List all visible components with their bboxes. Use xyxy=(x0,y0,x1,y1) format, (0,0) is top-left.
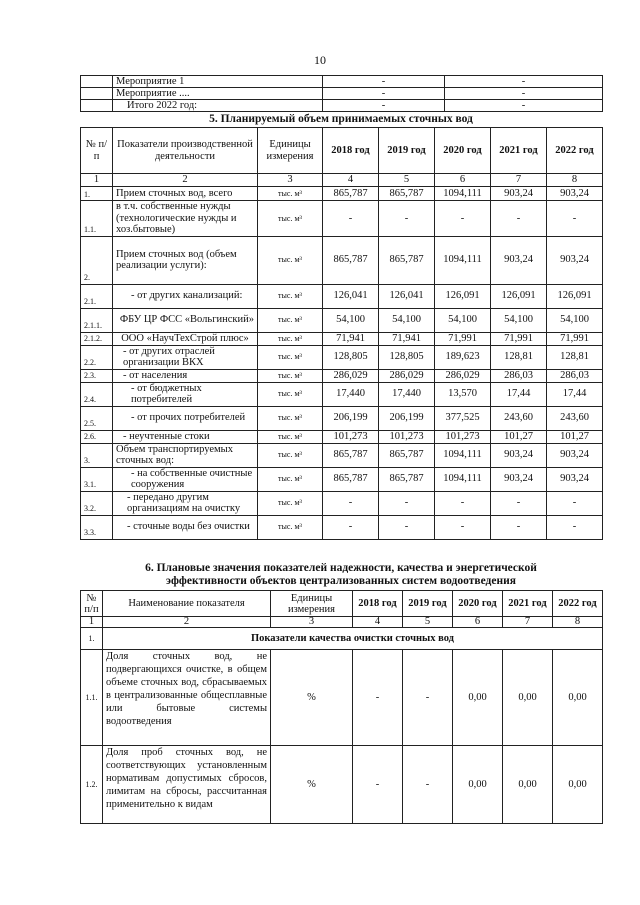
total-label: Итого 2022 год: xyxy=(113,100,323,112)
value-cell: 54,100 xyxy=(323,308,379,332)
group-num: 1. xyxy=(81,628,103,650)
cell: - xyxy=(323,76,445,88)
col-num: 2 xyxy=(103,617,271,628)
indicator-name: ФБУ ЦР ФСС «Вольгинский» xyxy=(113,308,258,332)
header-row xyxy=(81,128,603,174)
value-cell: - xyxy=(547,515,603,539)
row-number: 3.2. xyxy=(81,491,113,515)
value-cell: 71,941 xyxy=(379,332,435,345)
col-num: 8 xyxy=(553,617,603,628)
header-year: 2022 год xyxy=(553,591,603,617)
value-cell: 126,091 xyxy=(435,284,491,308)
table-row xyxy=(81,382,603,406)
value-cell: 71,941 xyxy=(323,332,379,345)
unit-cell: % xyxy=(271,746,353,824)
indicator-name: - передано другим организациям на очистку xyxy=(113,491,258,515)
cell: - xyxy=(445,76,603,88)
row-number: 2.2. xyxy=(81,345,113,369)
indicator-name: - от прочих потребителей xyxy=(113,406,258,430)
row-number: 3.1. xyxy=(81,467,113,491)
value-cell: 865,787 xyxy=(323,187,379,201)
indicator-name: в т.ч. собственные нужды (технологические нужды и хоз.бытовые) xyxy=(113,201,258,237)
value-cell: 54,100 xyxy=(547,308,603,332)
table-row xyxy=(81,443,603,467)
value-cell: 101,273 xyxy=(379,430,435,443)
unit-cell: тыс. м³ xyxy=(258,382,323,406)
col-num: 3 xyxy=(258,174,323,187)
col-num: 6 xyxy=(435,174,491,187)
value-cell: 128,81 xyxy=(491,345,547,369)
header-year: 2019 год xyxy=(379,128,435,174)
col-num: 8 xyxy=(547,174,603,187)
col-num: 3 xyxy=(271,617,353,628)
unit-cell: тыс. м³ xyxy=(258,443,323,467)
cell: - xyxy=(323,100,445,112)
value-cell: - xyxy=(435,201,491,237)
value-cell: 903,24 xyxy=(547,236,603,284)
value-cell: - xyxy=(491,515,547,539)
value-cell: - xyxy=(547,201,603,237)
value-cell: 126,041 xyxy=(379,284,435,308)
col-num: 1 xyxy=(81,174,113,187)
unit-cell: тыс. м³ xyxy=(258,332,323,345)
value-cell: 286,03 xyxy=(491,369,547,382)
value-cell: 101,27 xyxy=(491,430,547,443)
col-num: 5 xyxy=(403,617,453,628)
value-cell: 17,440 xyxy=(323,382,379,406)
indicator-name: Прием сточных вод, всего xyxy=(113,187,258,201)
value-cell: 286,03 xyxy=(547,369,603,382)
table-row xyxy=(81,332,603,345)
row-number: 2.6. xyxy=(81,430,113,443)
table-row xyxy=(81,187,603,201)
indicator-name: - неучтенные стоки xyxy=(113,430,258,443)
header-num-row xyxy=(81,174,603,187)
table-row xyxy=(81,236,603,284)
event-name: Мероприятие 1 xyxy=(113,76,323,88)
cell xyxy=(81,88,113,100)
page-number: 10 xyxy=(314,53,326,67)
cell: - xyxy=(445,100,603,112)
value-cell: 128,805 xyxy=(379,345,435,369)
value-cell: 865,787 xyxy=(379,187,435,201)
header-year: 2018 год xyxy=(323,128,379,174)
table-row xyxy=(81,746,603,824)
header-year: 2021 год xyxy=(491,128,547,174)
table-row xyxy=(81,369,603,382)
indicator-name: Прием сточных вод (объем реализации услуги): xyxy=(113,236,258,284)
value-cell: 903,24 xyxy=(491,187,547,201)
unit-cell: тыс. м³ xyxy=(258,187,323,201)
header-year: 2018 год xyxy=(353,591,403,617)
value-cell: 71,991 xyxy=(435,332,491,345)
cell xyxy=(81,76,113,88)
section-5-table xyxy=(80,127,603,540)
group-row xyxy=(81,628,603,650)
unit-cell: тыс. м³ xyxy=(258,201,323,237)
value-cell: - xyxy=(403,650,453,746)
row-number: 2.1.1. xyxy=(81,308,113,332)
header-year: 2019 год xyxy=(403,591,453,617)
row-number: 2.1. xyxy=(81,284,113,308)
table-row xyxy=(81,491,603,515)
table-row xyxy=(81,345,603,369)
value-cell: 286,029 xyxy=(379,369,435,382)
value-cell: - xyxy=(353,746,403,824)
event-name: Мероприятие .... xyxy=(113,88,323,100)
value-cell: 865,787 xyxy=(323,443,379,467)
unit-cell: тыс. м³ xyxy=(258,467,323,491)
value-cell: 865,787 xyxy=(379,443,435,467)
row-number: 2.3. xyxy=(81,369,113,382)
unit-cell: тыс. м³ xyxy=(258,284,323,308)
value-cell: 71,991 xyxy=(491,332,547,345)
value-cell: - xyxy=(547,491,603,515)
value-cell: - xyxy=(435,515,491,539)
section-5-body xyxy=(81,187,603,540)
header-num-row xyxy=(81,617,603,628)
value-cell: 206,199 xyxy=(379,406,435,430)
col-num: 5 xyxy=(379,174,435,187)
col-num: 4 xyxy=(353,617,403,628)
value-cell: 865,787 xyxy=(379,236,435,284)
value-cell: - xyxy=(491,201,547,237)
unit-cell: тыс. м³ xyxy=(258,491,323,515)
value-cell: - xyxy=(353,650,403,746)
value-cell: 0,00 xyxy=(553,650,603,746)
value-cell: 54,100 xyxy=(491,308,547,332)
indicator-name: - от других канализаций: xyxy=(113,284,258,308)
col-num: 2 xyxy=(113,174,258,187)
section-6-title-line1: 6. Плановые значения показателей надежности, качества и энергетической xyxy=(145,562,537,574)
header-year: 2020 год xyxy=(453,591,503,617)
header-unit: Единицы измерения xyxy=(258,128,323,174)
value-cell: - xyxy=(379,491,435,515)
value-cell: 126,091 xyxy=(547,284,603,308)
value-cell: 17,440 xyxy=(379,382,435,406)
unit-cell: тыс. м³ xyxy=(258,430,323,443)
table-row xyxy=(81,284,603,308)
value-cell: 17,44 xyxy=(491,382,547,406)
indicator-name: - на собственные очистные сооружения xyxy=(113,467,258,491)
cell xyxy=(81,100,113,112)
section-6-title xyxy=(80,562,602,588)
table-row xyxy=(81,88,603,100)
header-year: 2020 год xyxy=(435,128,491,174)
col-num: 1 xyxy=(81,617,103,628)
value-cell: 101,273 xyxy=(323,430,379,443)
header-indicator: Показатели производственной деятельности xyxy=(113,128,258,174)
row-number: 2. xyxy=(81,236,113,284)
value-cell: 54,100 xyxy=(379,308,435,332)
value-cell: 126,091 xyxy=(491,284,547,308)
indicator-name: ООО «НаучТехСтрой плюс» xyxy=(113,332,258,345)
value-cell: 1094,111 xyxy=(435,236,491,284)
value-cell: 54,100 xyxy=(435,308,491,332)
unit-cell: % xyxy=(271,650,353,746)
value-cell: 126,041 xyxy=(323,284,379,308)
row-number: 3.3. xyxy=(81,515,113,539)
group-title: Показатели качества очистки сточных вод xyxy=(103,628,603,650)
indicator-name: - от других отраслей организации ВКХ xyxy=(113,345,258,369)
value-cell: 0,00 xyxy=(553,746,603,824)
value-cell: - xyxy=(323,201,379,237)
value-cell: 101,27 xyxy=(547,430,603,443)
header-indicator: Наименование показателя xyxy=(103,591,271,617)
col-num: 7 xyxy=(503,617,553,628)
table-row xyxy=(81,308,603,332)
unit-cell: тыс. м³ xyxy=(258,515,323,539)
value-cell: 0,00 xyxy=(503,650,553,746)
col-num: 7 xyxy=(491,174,547,187)
header-year: 2022 год xyxy=(547,128,603,174)
value-cell: 286,029 xyxy=(323,369,379,382)
row-number: 2.4. xyxy=(81,382,113,406)
indicator-name: - сточные воды без очистки xyxy=(113,515,258,539)
table-row xyxy=(81,467,603,491)
section-6-body xyxy=(81,650,603,824)
indicator-name: - от бюджетных потребителей xyxy=(113,382,258,406)
value-cell: 0,00 xyxy=(503,746,553,824)
unit-cell: тыс. м³ xyxy=(258,406,323,430)
value-cell: 13,570 xyxy=(435,382,491,406)
table-row xyxy=(81,100,603,112)
value-cell: - xyxy=(323,515,379,539)
value-cell: 0,00 xyxy=(453,746,503,824)
row-number: 1.2. xyxy=(81,746,103,824)
table-row xyxy=(81,76,603,88)
value-cell: 903,24 xyxy=(547,443,603,467)
indicator-name: - от населения xyxy=(113,369,258,382)
value-cell: 0,00 xyxy=(453,650,503,746)
value-cell: - xyxy=(491,491,547,515)
table-row xyxy=(81,650,603,746)
header-year: 2021 год xyxy=(503,591,553,617)
value-cell: 128,81 xyxy=(547,345,603,369)
value-cell: 1094,111 xyxy=(435,187,491,201)
value-cell: 903,24 xyxy=(491,467,547,491)
indicator-name: Доля проб сточных вод, не соответствующих установленным нормативам допустимых сбросов, лимитам на сбросы, рассчитанная применительно к видам xyxy=(103,746,271,824)
unit-cell: тыс. м³ xyxy=(258,236,323,284)
unit-cell: тыс. м³ xyxy=(258,308,323,332)
row-number: 1.1. xyxy=(81,650,103,746)
col-num: 4 xyxy=(323,174,379,187)
top-rows-table xyxy=(80,75,603,112)
header-unit: Единицы измерения xyxy=(271,591,353,617)
value-cell: 189,623 xyxy=(435,345,491,369)
value-cell: 1094,111 xyxy=(435,443,491,467)
table-row xyxy=(81,515,603,539)
row-number: 1. xyxy=(81,187,113,201)
row-number: 2.1.2. xyxy=(81,332,113,345)
value-cell: - xyxy=(403,746,453,824)
value-cell: 377,525 xyxy=(435,406,491,430)
value-cell: 903,24 xyxy=(547,467,603,491)
value-cell: 865,787 xyxy=(379,467,435,491)
value-cell: 243,60 xyxy=(491,406,547,430)
unit-cell: тыс. м³ xyxy=(258,345,323,369)
table-row xyxy=(81,430,603,443)
section-5-title: 5. Планируемый объем принимаемых сточных вод xyxy=(209,113,473,125)
value-cell: 903,24 xyxy=(491,443,547,467)
row-number: 2.5. xyxy=(81,406,113,430)
indicator-name: Объем транспортируемых сточных вод: xyxy=(113,443,258,467)
table-row xyxy=(81,201,603,237)
header-row xyxy=(81,591,603,617)
row-number: 1.1. xyxy=(81,201,113,237)
unit-cell: тыс. м³ xyxy=(258,369,323,382)
section-6-table xyxy=(80,590,603,824)
value-cell: - xyxy=(435,491,491,515)
value-cell: 865,787 xyxy=(323,236,379,284)
value-cell: 101,273 xyxy=(435,430,491,443)
col-num: 6 xyxy=(453,617,503,628)
value-cell: 243,60 xyxy=(547,406,603,430)
value-cell: 206,199 xyxy=(323,406,379,430)
value-cell: 286,029 xyxy=(435,369,491,382)
value-cell: 17,44 xyxy=(547,382,603,406)
value-cell: 71,991 xyxy=(547,332,603,345)
value-cell: 865,787 xyxy=(323,467,379,491)
value-cell: 128,805 xyxy=(323,345,379,369)
row-number: 3. xyxy=(81,443,113,467)
value-cell: 903,24 xyxy=(547,187,603,201)
value-cell: - xyxy=(379,515,435,539)
value-cell: - xyxy=(323,491,379,515)
cell: - xyxy=(445,88,603,100)
cell: - xyxy=(323,88,445,100)
value-cell: - xyxy=(379,201,435,237)
indicator-name: Доля сточных вод, не подвергающихся очистке, в общем объеме сточных вод, сбрасываемых в централизованные общесплавные или бытовые системы водоотведения xyxy=(103,650,271,746)
table-row xyxy=(81,406,603,430)
value-cell: 903,24 xyxy=(491,236,547,284)
header-num: № п/п xyxy=(81,128,113,174)
value-cell: 1094,111 xyxy=(435,467,491,491)
section-6-title-line2: эффективности объектов централизованных систем водоотведения xyxy=(166,575,516,587)
header-num: № п/п xyxy=(81,591,103,617)
